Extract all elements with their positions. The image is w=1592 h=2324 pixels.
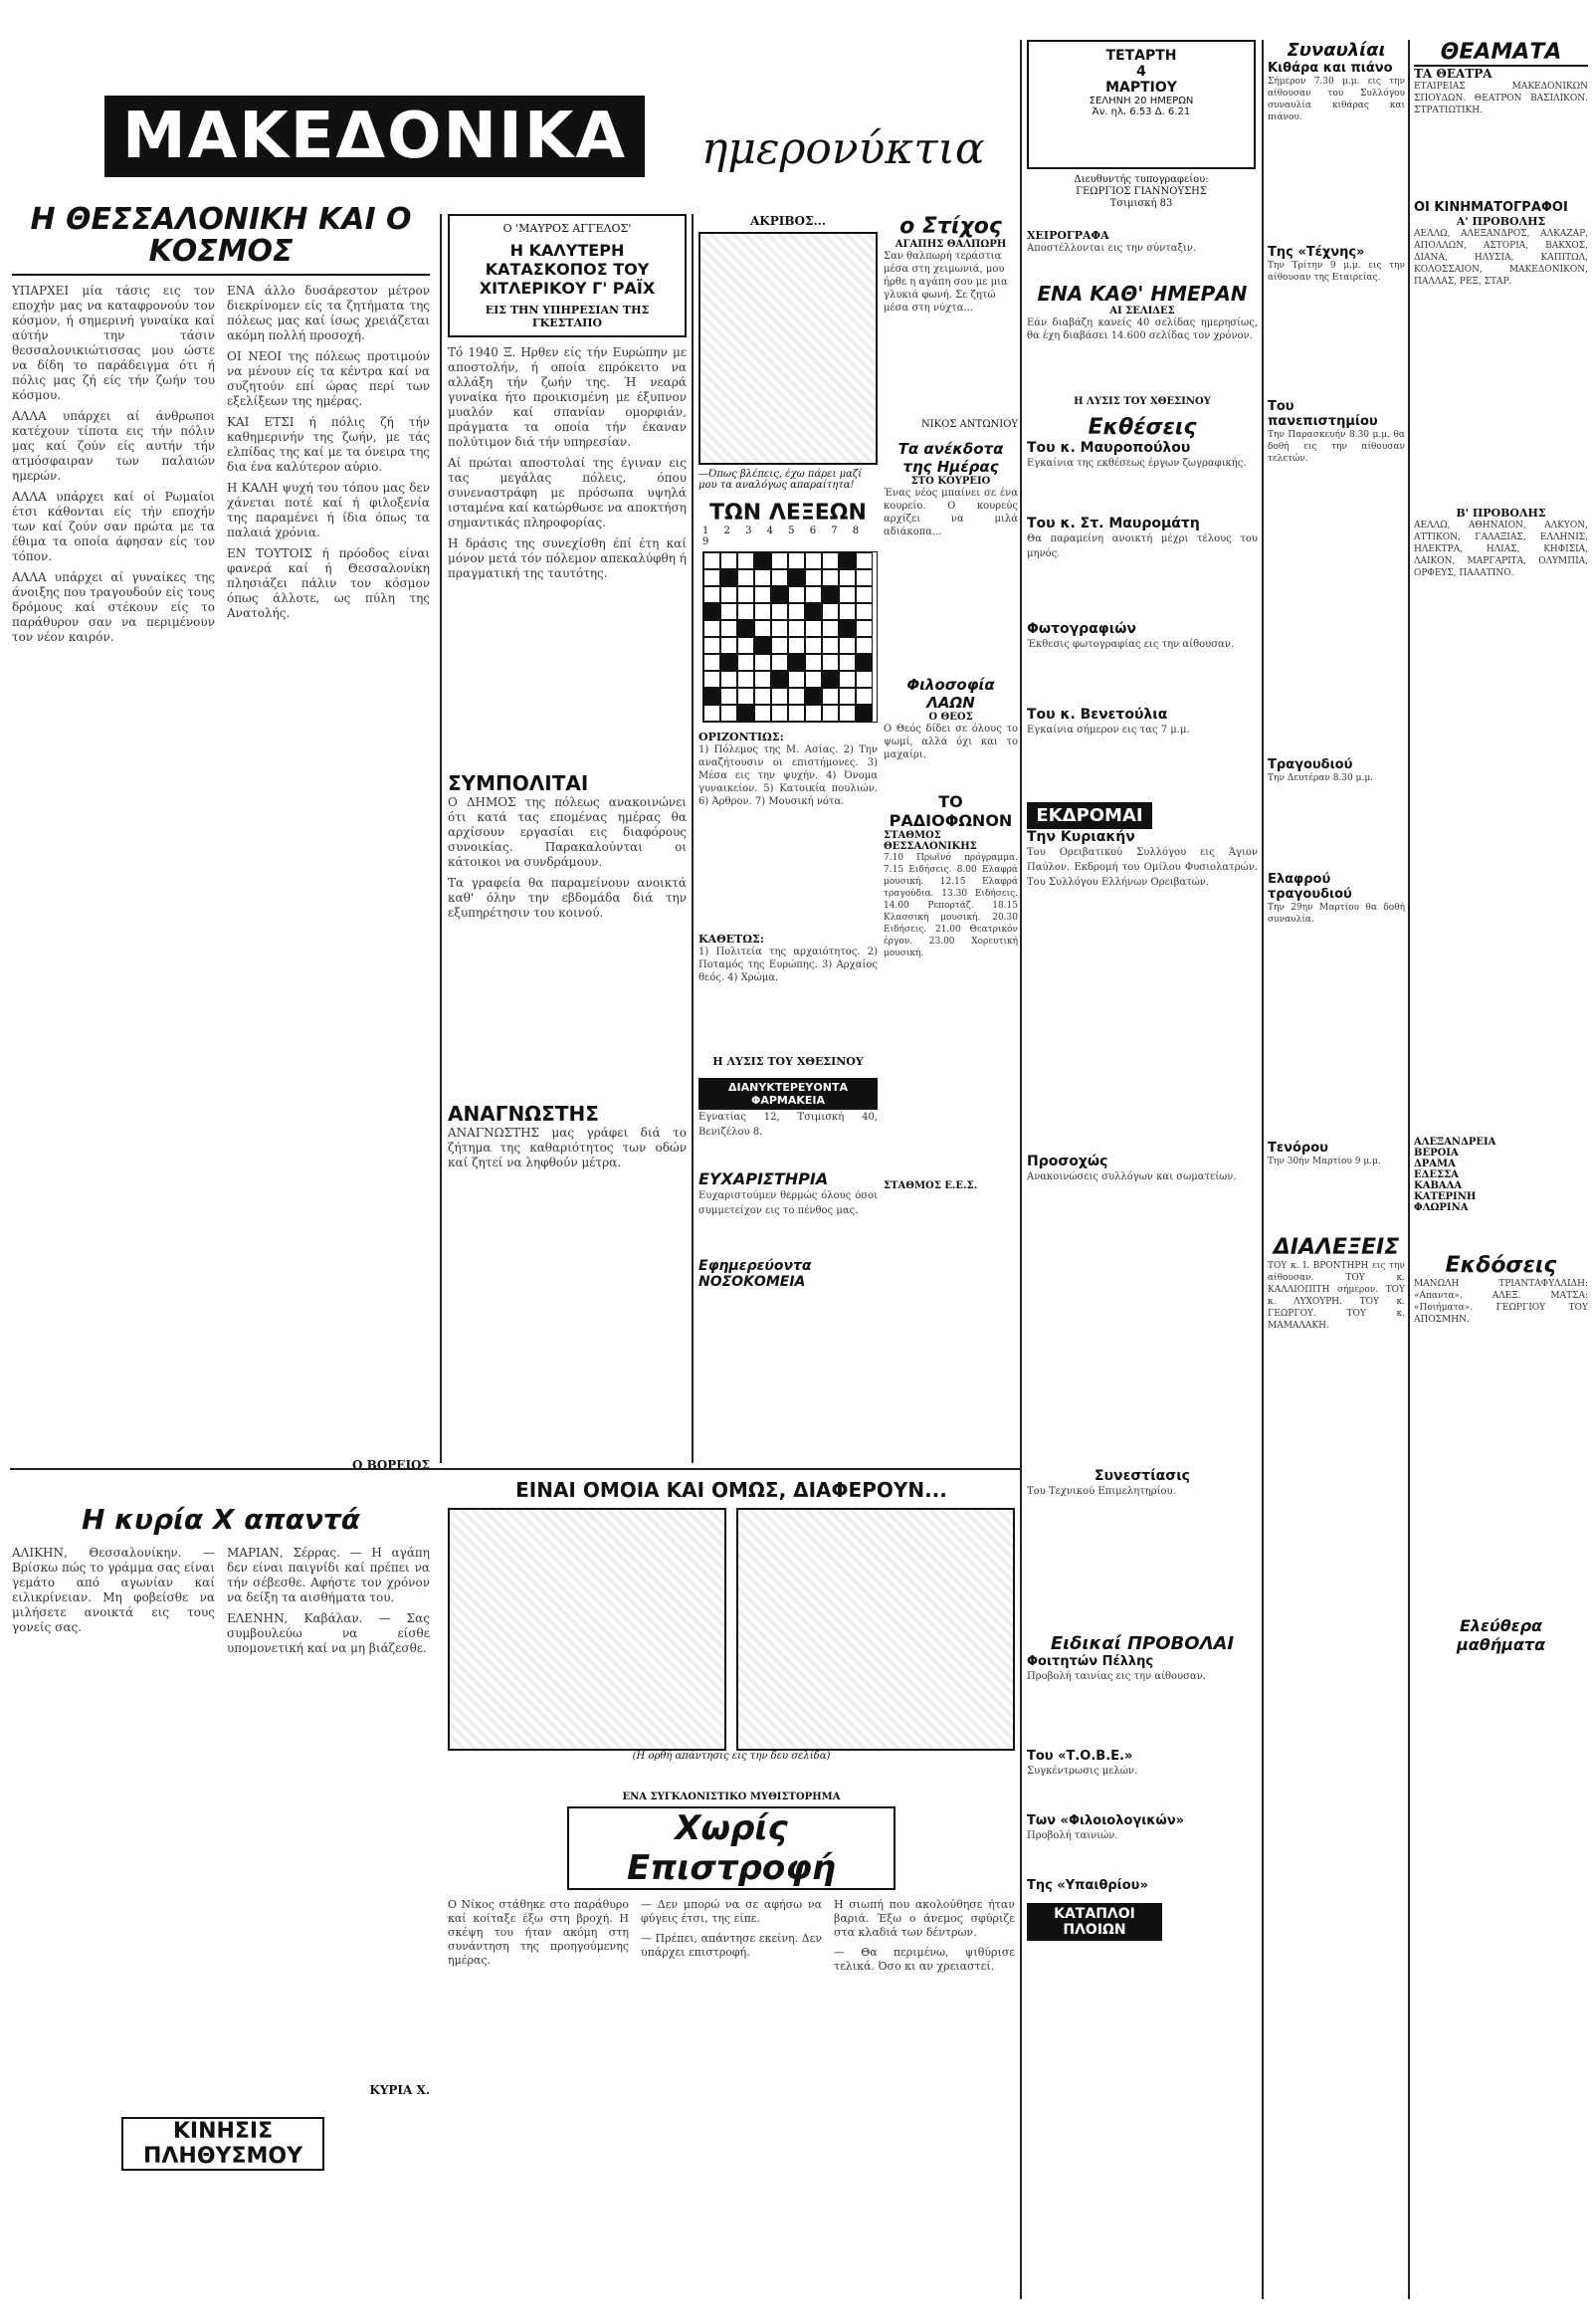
philosophy-title: Φιλοσοφία ΛΑΩΝ	[906, 676, 995, 712]
hospitals-heading: Εφημερεύοντα ΝΟΣΟΚΟΜΕΙΑ	[698, 1258, 812, 1290]
light-heading: Ελαφρού τραγουδιού	[1268, 872, 1352, 902]
exhibition-3-text: Έκθεσις φωτογραφίας εις την αίθουσαν.	[1027, 639, 1235, 650]
university-heading: Του πανεπιστημίου	[1268, 399, 1378, 429]
meetings-text: Του Τεχνικού Επιμελητηρίου.	[1027, 1486, 1176, 1497]
section-heading: ΣΥΜΠΟΛΙΤΑΙ	[448, 771, 589, 795]
column-radio	[884, 214, 1018, 1463]
crossword-title: ΤΩΝ ΛΕΞΕΩΝ	[709, 501, 867, 526]
town-5: ΚΑΤΕΡΙΝΗ	[1414, 1191, 1477, 1202]
town-1: ΒΕΡΟΙΑ	[1414, 1148, 1459, 1159]
bottom-cartoon	[448, 1478, 1015, 1777]
tenor-text: Την 30ήν Μαρτίου 9 μ.μ.	[1268, 1157, 1381, 1166]
anecdote-title: Τα ανέκδοτα της Ημέρας	[897, 440, 1004, 476]
town-6: ΦΛΩΡΙΝΑ	[1414, 1202, 1469, 1213]
article-body: ΥΠΑΡΧΕΙ μία τάσις εις τον εποχήν μας να καταφρονούν τον κόσμον, ή σημερινή γυναίκα καί αύτήν την τάσιν θεσσαλονικιώτισσας μου ώστε να δίδη το παράδειγμα ότι ή πόλις μας ζή είς τήν ζωήν του κόσμου. ΑΛΛΑ υπάρχει αί άνθρωποι κατέχουν τίποτα εις τήν πόλιν μας καί ζούν είς αυτήν τήν ατμόσφαιραν των παλαιών ημερών. ΑΛΛΑ υπάρχει καί οί Ρωμαίοι έτσι κάθονται είς τήν εποχήν των καί ζούν σαν πρώτα με τα έθιμα τα οποία άφησαν είς τον τόπον. ΑΛΛΑ υπάρχει αί γυναίκες της άνοιξης που τραγουδούν είς τους δρόμους καί στέκουν είς το παράθυρον σαν να περιμένουν τον νέον καιρόν. ΕΝΑ άλλο δυσάρεστον μέτρον διεκρίνομεν είς τα ζητήματα της πόλεως μας καί ίσως χρειάζεται ακόμη πολλή προσοχή. ΟΙ ΝΕΟΙ της πόλεως προτιμούν να μένουν είς τα κέντρα καί να συζητούν επί ώρας περί των εξελίξεων της ημέρας. ΚΑΙ ΕΤΣΙ ή πόλις ζή τήν καθημερινήν της ζωήν, με τάς ελπίδας της καί με τα όνειρα της δια ένα καλύτερον αύριο. Η ΚΑΛΗ ψυχή του τόπου μας δεν χάνεται ποτέ καί ή φιλοξενία της παραμένει ή ίδια όπως τα παλαιά χρόνια. ΕΝ ΤΟΥΤΟΙΣ ή πρόοδος είναι φανερά καί ή Θεσσαλονίκη πλησιάζει πάλιν τον κόσμον όπως άλλοτε, ως πύλη της Ανατολής.	[12, 284, 430, 644]
crossword-grid	[702, 551, 878, 723]
exhibition-2: Του κ. Στ. Μαυρομάτη	[1027, 516, 1200, 531]
masthead	[104, 88, 985, 187]
poet: ΝΙΚΟΣ ΑΝΤΩΝΙΟΥ	[920, 419, 1018, 430]
lady-text: ΑΛΙΚΗΝ, Θεσσαλονίκην. — Βρίσκω πώς το γράμμα σας είναι γεμάτο από αγωνίαν καί ειλικρίνειαν. Μη φοβείσθε να μιλήσετε ανοικτά εις τους γονείς σας. ΜΑΡΙΑΝ, Σέρρας. — Η αγάπη δεν είναι παιγνίδι καί πρέπει να τήν σέβεσθε. Αφήστε τον χρόνον να δείξη τα αισθήματα του. ΕΛΕΝΗΝ, Καβάλαν. — Σας συμβουλεύω να είσθε υπομονετική καί να μη βιάζεσθε.	[12, 1546, 430, 1655]
editor-box	[1027, 174, 1256, 224]
kithara-text: Σήμερον 7.30 μ.μ. εις την αίθουσαν του Συλλόγου συναυλία κιθάρας και πιάνου.	[1268, 77, 1405, 122]
column-rule	[440, 214, 442, 1463]
town-0: ΑΛΕΞΑΝΔΡΕΙΑ	[1414, 1137, 1496, 1148]
exhibition-4-text: Εγκαίνια σήμερον εις τας 7 μ.μ.	[1027, 725, 1190, 736]
music-heading: Συναυλίαι	[1287, 40, 1386, 61]
column-lady-x	[12, 1483, 430, 2299]
songs-heading: Τραγουδιού	[1268, 757, 1353, 772]
anecdote-subtitle: ΣΤΟ ΚΟΥΡΕΙΟ	[910, 476, 991, 487]
box-label: Ο 'ΜΑΥΡΟΣ ΑΓΓΕΛΟΣ'	[502, 222, 632, 235]
spy-article: Τό 1940 Ξ. Ηρθεν είς τήν Ευρώπην με αποστολήν, ή οποία επρόκειτο να αλλάξη τήν ζωήν της. Ή νεαρά γυναίκα ήτο προικισμένη με έξυπνον μυαλόν καί σπανίαν ομορφιάν, πράγματα τα οποία τήν έκαναν πολύτιμον διά τήν υπηρεσίαν. Αί πρώται αποστολαί της έγιναν εις τας μεγάλας πόλεις, όπου συνεναστράφη με πρόσωπα υψηλά ισταμένα καί κατώρθωσε να αποκτήση σημαντικάς πληροφορίας. Η δράσις της συνεχίσθη έπί έτη καί μόνον μετά τόν πόλεμον απεκαλύφθη ή πραγματική της ταυτότης.	[448, 345, 687, 580]
sun: Άν. ηλ. 6.53 Δ. 6.21	[1092, 106, 1191, 117]
radio-program: 7.10 Πρωϊνό πρόγραμμα. 7.15 Ειδήσεις. 8.00 Ελαφρά μουσική. 12.15 Ελαφρά τραγούδια. 13.30 Ειδήσεις. 14.00 Ρεπορτάζ. 18.15 Κλασσική μουσική. 20.30 Ειδήσεις. 21.00 Θεατρικόν έργον. 23.00 Χορευτική μουσική.	[884, 853, 1018, 958]
free-lessons-heading: Ελεύθερα μαθήματα	[1456, 1616, 1546, 1654]
lectures-text: ΤΟΥ κ. Ι. ΒΡΟΝΤΗΡΗ εις την αίθουσαν. ΤΟΥ κ. ΚΑΛΛΙΟΠΙΤΗ σήμερον. ΤΟΥ κ. ΛΥΧΟΥΡΗ. ΤΟΥ κ. ΓΕΩΡΓΟΥ. ΤΟΥ κ. ΜΑΜΑΛΑΚΗ.	[1268, 1261, 1405, 1331]
film-heading: Των «Φιλοιολογικών»	[1027, 1813, 1185, 1828]
across-clues: 1) Πόλεμος της Μ. Ασίας. 2) Την αναζήτουσιν οι επιστήμονες. 3) Μέσα εις την ψυχήν. 4) Όνομα γυναικείον. 5) Κατοικία πουλιών. 6) Άρθρον. 7) Μουσική νότα.	[698, 744, 878, 807]
novel-title: Χωρίς Επιστροφή	[567, 1806, 896, 1890]
editor-label: Διευθυντής τυπογραφείου:	[1074, 174, 1209, 185]
column-rule	[1408, 40, 1410, 2299]
second-run-list: ΑΕΛΛΩ, ΑΘΗΝΑΙΟΝ, ΑΛΚΥΟΝ, ΑΤΤΙΚΟΝ, ΓΑΛΑΞΙΑΣ, ΕΛΛΗΝΙΣ, ΗΛΕΚΤΡΑ, ΗΛΙΑΣ, ΚΗΦΙΣΙΑ, ΛΑΙΚΟΝ, ΜΑΡΓΑΡΙΤΑ, ΟΛΥΜΠΙΑ, ΟΡΦΕΥΣ, ΠΑΛΑΤΙΝΟ.	[1414, 521, 1588, 578]
month: ΜΑΡΤΙΟΥ	[1105, 80, 1177, 96]
caution-text: Ανακοινώσεις συλλόγων και σωματείων.	[1027, 1171, 1237, 1182]
lectures-heading: ΔΙΑΛΕΞΕΙΣ	[1273, 1235, 1400, 1260]
tenor-heading: Τενόρου	[1268, 1141, 1328, 1156]
novel-section	[448, 1792, 1015, 2299]
town-4: ΚΑΒΑΛΑ	[1414, 1180, 1463, 1191]
theatre-list: ΕΤΑΙΡΕΙΑΣ ΜΑΚΕΔΟΝΙΚΩΝ ΣΠΟΥΔΩΝ. ΘΕΑΤΡΟΝ ΒΑΣΙΛΙΚΟΝ. ΣΤΡΑΤΙΩΤΙΚΗ.	[1414, 82, 1588, 115]
theatre-heading: ΘΕΑΜΑΤΑ	[1414, 40, 1588, 67]
novel-text: Ο Νίκος στάθηκε στο παράθυρο καί κοίταξε έξω στη βροχή. Η σκέψη του ήταν ακόμη στη συνάντηση της προηγούμενης ημέρας. — Δεν μπορώ να σε αφήσω να φύγεις έτσι, της είπε. — Πρέπει, απάντησε εκείνη. Δεν υπάρχει επιστροφή. Η σιωπή που ακολούθησε ήταν βαριά. Έξω ο άνεμος σφύριζε στα κλαδιά των δέντρων. — Θα περιμένω, ψιθύρισε τελικά. Όσο κι αν χρειαστεί.	[448, 1898, 1015, 1973]
editions-heading: Εκδόσεις	[1445, 1253, 1557, 1278]
down-heading: ΚΑΘΕΤΩΣ:	[698, 933, 764, 946]
songs-text: Την Δευτέραν 8.30 μ.μ.	[1268, 773, 1374, 783]
cartoon-image	[698, 232, 878, 465]
philosophy-subtitle: Ο ΘΕΟΣ	[928, 712, 973, 723]
weekday: ΤΕΤΑΡΤΗ	[1105, 48, 1177, 64]
exhibitions-heading: Εκθέσεις	[1088, 415, 1197, 440]
column-spy	[448, 214, 687, 1463]
box-subtitle: ΕΙΣ ΤΗΝ ΥΠΗΡΕΣΙΑΝ ΤΗΣ ΓΚΕΣΤΑΠΟ	[485, 304, 650, 329]
film-text: Προβολή ταινιών.	[1027, 1830, 1118, 1841]
radio-title: ΤΟ ΡΑΔΙΟΦΩΝΟΝ	[889, 792, 1013, 830]
solution-heading: Η ΛΥΣΙΣ ΤΟΥ ΧΘΕΣΙΝΟΥ	[1074, 396, 1211, 407]
daily-heading: ΕΝΑ ΚΑΘ' ΗΜΕΡΑΝ	[1037, 282, 1248, 306]
excursion-sunday: Την Κυριακήν	[1027, 829, 1135, 845]
daily-text: Εάν διαβάζη κανείς 40 σελίδας ημερησίως, θα έχη διαβάσει 14.600 σελίδας τον χρόνον.	[1027, 317, 1258, 341]
town-3: ΕΔΕΣΣΑ	[1414, 1169, 1459, 1180]
lady-heading: Η κυρία Χ απαντά	[81, 1503, 361, 1536]
cartoon-caption: —Όπως βλέπεις, έχω πάρει μαζί μου τα αναλόγως απαραίτητα!	[698, 469, 863, 491]
poem-subtitle: ΑΓΑΠΗΣ ΘΑΛΠΩΡΗ	[895, 239, 1007, 250]
radio-station: ΣΤΑΘΜΟΣ ΘΕΣΣΑΛΟΝΙΚΗΣ	[884, 830, 977, 852]
first-run-list: ΑΕΛΛΩ, ΑΛΕΞΑΝΔΡΟΣ, ΑΛΚΑΖΑΡ, ΑΠΟΛΛΩΝ, ΑΣΤΟΡΙΑ, ΒΑΚΧΟΣ, ΔΙΑΝΑ, ΗΛΥΣΙΑ, ΚΑΠΙΤΩΛ, ΚΟΛΟΣΣΑΙΟΝ, ΜΑΚΕΔΟΝΙΚΟΝ, ΠΑΛΛΑΣ, ΡΕΞ, ΣΤΑΡ.	[1414, 229, 1588, 287]
meetings-heading: Συνεστίασις	[1094, 1468, 1190, 1484]
box-title: Η ΚΑΛΥΤΕΡΗ ΚΑΤΑΣΚΟΠΟΣ ΤΟΥ ΧΙΤΛΕΡΙΚΟΥ Γ' ΡΑΪΧ	[479, 241, 656, 298]
excursions-text: Του Ορειβατικού Συλλόγου εις Άγιον Παύλον. Εκδρομή του Ομίλου Φυσιολατρών. Του Συλλόγου Ελλήνων Ορειβατών.	[1027, 847, 1258, 888]
kithara-heading: Κιθάρα και πιάνο	[1268, 61, 1393, 76]
exhibition-2-text: Θα παραμείνη ανοικτή μέχρι τέλους του μηνός.	[1027, 533, 1258, 559]
article-heading: Η ΘΕΣΣΑΛΟΝΙΚΗ ΚΑΙ Ο ΚΟΣΜΟΣ	[12, 204, 430, 276]
solution-heading: Η ΛΥΣΙΣ ΤΟΥ ΧΘΕΣΙΝΟΥ	[712, 1055, 864, 1068]
moves-heading: ΚΙΝΗΣΙΣ ΠΛΗΘΥΣΜΟΥ	[121, 2117, 324, 2171]
pharmacies-heading: ΔΙΑΝΥΚΤΕΡΕΥΟΝΤΑ ΦΑΡΜΑΚΕΙΑ	[698, 1078, 878, 1110]
first-run-heading: Α' ΠΡΟΒΟΛΗΣ	[1456, 215, 1546, 228]
cinema-heading: ΟΙ ΚΙΝΗΜΑΤΟΓΡΑΦΟΙ	[1414, 200, 1568, 215]
column-rule	[1262, 40, 1264, 2299]
column-thessaloniki	[12, 202, 430, 1472]
town-2: ΔΡΑΜΑ	[1414, 1159, 1456, 1169]
crossword-numbers: 1 2 3 4 5 6 7 8 9	[702, 526, 866, 547]
cartoon-panel-right	[736, 1508, 1015, 1751]
citizens-article: Ο ΔΗΜΟΣ της πόλεως ανακοινώνει ότι κατά τας επομένας ημέρας θα αρχίσουν εργασίαι εις διαφόρους συνοικίας. Παρακαλούνται οι κάτοικοι να συνδράμουν. Τα γραφεία θα παραμείνουν ανοικτά καθ' όλην την εβδομάδα διά την εξυπηρέτησιν του κοινού.	[448, 795, 687, 920]
bottom-cartoon-caption: (Η ορθή απάντησις εις την δευ σελίδα)	[632, 1751, 831, 1762]
spy-box	[448, 214, 687, 337]
column-rule	[692, 214, 694, 1463]
down-clues: 1) Πολιτεία της αρχαιότητος. 2) Ποταμός της Ευρώπης. 3) Αρχαίος θεός. 4) Χρώμα.	[698, 947, 878, 983]
university-text: Την Παρασκευήν 8.30 μ.μ. θα δοθή εις την αίθουσαν τελετών.	[1268, 430, 1405, 464]
editions-text: ΜΑΝΩΛΗ ΤΡΙΑΝΤΑΦΥΛΛΙΔΗ: «Απαντα». ΑΛΕΞ. ΜΑΤΣΑ: «Ποιήματα». ΓΕΩΡΓΙΟΥ ΤΟΥ ΑΠΟΣΜΗΝ.	[1414, 1279, 1588, 1325]
handwriting-heading: ΧΕΙΡΟΓΡΑΦΑ	[1027, 229, 1109, 242]
date-box	[1027, 40, 1256, 169]
across-heading: ΟΡΙΖΟΝΤΙΩΣ:	[698, 731, 784, 743]
exhibition-1: Του κ. Μαυροπούλου	[1027, 440, 1191, 456]
moon: ΣΕΛΗΝΗ 20 ΗΜΕΡΩΝ	[1089, 96, 1194, 106]
philosophy-text: Ο Θεός δίδει σε όλους το ψωμί, αλλά όχι και το μαχαίρι.	[884, 724, 1018, 760]
radio-station-2: ΣΤΑΘΜΟΣ Ε.Ε.Σ.	[884, 1180, 978, 1191]
cartoon-panel-left	[448, 1508, 726, 1751]
anecdote-text: Ένας νέος μπαίνει σε ένα κουρείο. Ο κουρεύς αρχίζει να μιλά αδιάκοπα...	[884, 488, 1018, 537]
section-heading: ΑΝΑΓΝΩΣΤΗΣ	[448, 1102, 599, 1126]
cartoon-title: ΑΚΡΙΒΟΣ...	[750, 214, 826, 228]
column-events	[1027, 229, 1258, 2299]
day: 4	[1136, 64, 1146, 80]
column-concerts	[1268, 40, 1405, 2299]
second-run-heading: Β' ΠΡΟΒΟΛΗΣ	[1456, 507, 1546, 520]
exhibition-4: Του κ. Βενετούλια	[1027, 707, 1168, 723]
poem-title: ο Στίχος	[899, 214, 1002, 239]
editor-name: ΓΕΩΡΓΙΟΣ ΓΙΑΝΝΟΥΣΗΣ	[1076, 186, 1207, 197]
novel-label: ΕΝΑ ΣΥΓΚΛΟΝΙΣΤΙΚΟ ΜΥΘΙΣΤΟΡΗΜΑ	[622, 1792, 841, 1802]
techni-heading: Της «Τέχνης»	[1268, 245, 1365, 260]
thanks-text: Ευχαριστούμεν θερμώς όλους όσοι συμμετείχον εις το πένθος μας.	[698, 1190, 878, 1216]
pharmacies-list: Εγνατίας 12, Τσιμισκή 40, Βενιζέλου 8.	[698, 1112, 878, 1138]
special-heading: Ειδικαί ΠΡΟΒΟΛΑΙ	[1050, 1633, 1235, 1654]
light-text: Την 29ην Μαρτίου θα δοθή συναυλία.	[1268, 903, 1405, 925]
ships-heading: ΚΑΤΑΠΛΟΙ ΠΛΟΙΩΝ	[1027, 1903, 1162, 1941]
theatre-subtitle: ΤΑ ΘΕΑΤΡΑ	[1414, 67, 1492, 81]
lady-signature: ΚΥΡΙΑ Χ.	[369, 2083, 430, 2097]
editor-address: Τσιμισκή 83	[1109, 198, 1173, 209]
caution-heading: Προσοχώς	[1027, 1154, 1108, 1169]
column-theatres	[1414, 40, 1588, 2299]
thanks-heading: ΕΥΧΑΡΙΣΤΗΡΙΑ	[698, 1169, 829, 1188]
poem-text: Σαν θαλπωρή τεράστια μέσα στη χειμωνιά, μου ήρθε η αγάπη σου με μια γλυκιά φωνή. Σε ζητώ μέσα στη νύχτα...	[884, 251, 1008, 314]
exhibition-3: Φωτογραφιών	[1027, 621, 1136, 637]
tobe-text: Συγκέντρωσις μελών.	[1027, 1766, 1138, 1777]
masthead-title: ΜΑΚΕΔΟΝΙΚΑ	[104, 96, 645, 177]
techni-text: Την Τρίτην 9 μ.μ. εις την αίθουσαν της Εταιρείας.	[1268, 261, 1405, 283]
masthead-subtitle: ημερονύκτια	[701, 123, 985, 174]
exhibition-1-text: Εγκαίνια της εκθέσεως έργων ζωγραφικής.	[1027, 458, 1247, 469]
handwriting-text: Αποστέλλονται εις την σύνταξιν.	[1027, 243, 1197, 254]
open-heading: Της «Υπαιθρίου»	[1027, 1878, 1148, 1893]
special-subtitle: Φοιτητών Πέλλης	[1027, 1654, 1154, 1669]
signature: Ο ΒΟΡΕΙΟΣ	[352, 1458, 430, 1472]
daily-subtitle: ΑΙ ΣΕΛΙΔΕΣ	[1109, 306, 1175, 317]
excursions-heading: ΕΚΔΡΟΜΑΙ	[1027, 802, 1152, 829]
bottom-cartoon-title: ΕΙΝΑΙ ΟΜΟΙΑ ΚΑΙ ΟΜΩΣ, ΔΙΑΦΕΡΟΥΝ...	[515, 1478, 947, 1502]
reader-article: ΑΝΑΓΝΩΣΤΗΣ μας γράφει διά το ζήτημα της καθαριότητος των οδών καί ζητεί να ληφθούν μέτρα.	[448, 1126, 687, 1169]
column-rule	[1020, 40, 1022, 2299]
special-text: Προβολή ταινίας εις την αίθουσαν.	[1027, 1671, 1206, 1682]
column-crossword	[698, 214, 878, 1463]
tobe-heading: Του «Τ.Ο.Β.Ε.»	[1027, 1749, 1133, 1764]
